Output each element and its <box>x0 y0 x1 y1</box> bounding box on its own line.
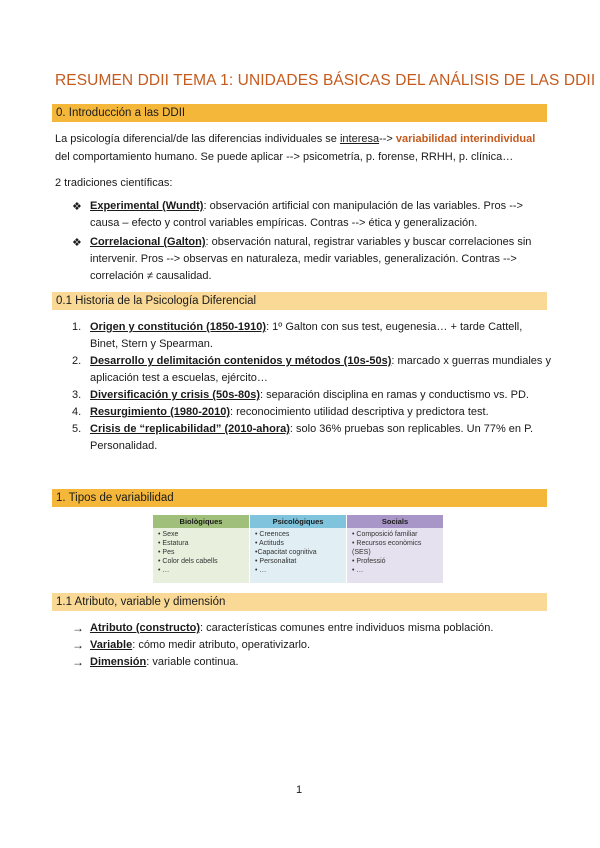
history-item-title: Resurgimiento (1980-2010) <box>90 406 230 418</box>
history-item-text: : reconocimiento utilidad descriptiva y predictora test. <box>230 406 489 418</box>
concept-text: : características comunes entre individuos misma población. <box>199 622 494 634</box>
variability-item: • … <box>158 567 170 574</box>
intro-paragraph-line1 <box>55 131 535 148</box>
history-item-text: : solo 36% pruebas son replicables. Un 77% en P. <box>289 423 534 435</box>
variability-table <box>153 515 443 583</box>
variability-header: Socials <box>347 515 443 528</box>
variability-cell <box>153 528 249 583</box>
variability-cell <box>250 528 346 583</box>
history-item-text: : marcado x guerras mundiales y <box>391 355 551 367</box>
tradition-correlacional-line3: correlación ≠ causalidad. <box>90 270 212 282</box>
variability-item: • … <box>352 567 364 574</box>
tradition-correlacional <box>90 234 531 251</box>
right-arrow-icon: → <box>72 621 84 635</box>
history-item-number: 3. <box>72 389 82 401</box>
history-item-line2: aplicación test a escuelas, ejército… <box>90 372 268 384</box>
variability-item: • … <box>255 567 267 574</box>
variability-item: • Personalitat <box>255 558 297 565</box>
variability-item: • Recursos econòmics <box>352 540 422 547</box>
tradition-correlacional-title: Correlacional (Galton) <box>90 236 206 248</box>
history-item-title: Origen y constitución (1850-1910) <box>90 321 267 333</box>
right-arrow-icon: → <box>72 655 84 669</box>
intro-accent-term: variabilidad interindividual <box>395 133 536 145</box>
history-item-number: 4. <box>72 406 82 418</box>
concept-title: Variable <box>90 639 133 651</box>
tradition-correlacional-line2: intervenir. Pros --> observas en naturaleza, medir variables, generalización. Contras --> <box>90 253 517 265</box>
intro-paragraph-line2: del comportamiento humano. Se puede aplicar --> psicometría, p. forense, RRHH, p. clínica… <box>55 151 514 163</box>
history-item-number: 2. <box>72 355 82 367</box>
variability-item: • Sexe <box>158 531 179 538</box>
history-item <box>90 353 551 370</box>
variability-item: •Capacitat cognitiva <box>255 549 317 556</box>
concept-item <box>90 654 239 671</box>
concept-item <box>90 620 493 637</box>
variability-cell <box>347 528 443 583</box>
history-item <box>90 404 489 421</box>
tradition-experimental-line2: causa – efecto y control variables empíricas. Contras --> ética y generalización. <box>90 217 478 229</box>
history-item-number: 1. <box>72 321 82 333</box>
intro-text: La psicología diferencial/de las diferencias individuales se <box>55 133 340 145</box>
page-number: 1 <box>296 784 303 796</box>
variability-item: (SES) <box>352 549 371 556</box>
variability-item: • Color dels cabells <box>158 558 218 565</box>
variability-item: • Creences <box>255 531 290 538</box>
concept-text: : cómo medir atributo, operativizarlo. <box>132 639 311 651</box>
concept-item <box>90 637 310 654</box>
diamond-bullet-icon: ❖ <box>72 237 82 249</box>
variability-item: • Pes <box>158 549 175 556</box>
variability-header: Biològiques <box>153 515 249 528</box>
tradition-experimental <box>90 198 523 215</box>
history-item-number: 5. <box>72 423 82 435</box>
variability-header: Psicològiques <box>250 515 346 528</box>
concept-title: Atributo (constructo) <box>90 622 200 634</box>
history-item <box>90 421 533 438</box>
history-item-title: Diversificación y crisis (50s-80s) <box>90 389 260 401</box>
history-item <box>90 319 522 336</box>
tradition-correlacional-text: : observación natural, registrar variables y buscar correlaciones sin <box>205 236 532 248</box>
history-item-title: Crisis de “replicabilidad” (2010-ahora) <box>90 423 290 435</box>
section-heading-atributo: 1.1 Atributo, variable y dimensión <box>52 593 547 611</box>
variability-column-biologiques <box>153 515 249 583</box>
variability-item: • Actituds <box>255 540 284 547</box>
history-item-text: : 1º Galton con sus test, eugenesia… + tarde Cattell, <box>266 321 523 333</box>
variability-item: • Composició familiar <box>352 531 418 538</box>
intro-underlined-word: interesa <box>339 133 380 145</box>
history-item <box>90 387 529 404</box>
right-arrow-icon: → <box>72 638 84 652</box>
variability-item: • Professió <box>352 558 386 565</box>
history-item-line2: Binet, Stern y Spearman. <box>90 338 213 350</box>
intro-arrow: --> <box>379 133 396 145</box>
variability-column-socials <box>346 515 443 583</box>
section-heading-historia: 0.1 Historia de la Psicología Diferencial <box>52 292 547 310</box>
tradition-experimental-title: Experimental (Wundt) <box>90 200 204 212</box>
tradition-experimental-text: : observación artificial con manipulación de las variables. Pros --> <box>203 200 523 212</box>
history-item-line2: Personalidad. <box>90 440 158 452</box>
intro-traditions-label: 2 tradiciones científicas: <box>55 177 173 189</box>
history-item-text: : separación disciplina en ramas y conductismo vs. PD. <box>259 389 529 401</box>
variability-column-psicologiques <box>249 515 346 583</box>
concept-text: : variable continua. <box>146 656 239 668</box>
variability-item: • Estatura <box>158 540 189 547</box>
concept-title: Dimensión <box>90 656 147 668</box>
document-title: RESUMEN DDII TEMA 1: UNIDADES BÁSICAS DEL ANÁLISIS DE LAS DDII <box>55 72 596 89</box>
section-heading-tipos: 1. Tipos de variabilidad <box>52 489 547 507</box>
history-item-title: Desarrollo y delimitación contenidos y métodos (10s-50s) <box>90 355 392 367</box>
section-heading-intro: 0. Introducción a las DDII <box>52 104 547 122</box>
diamond-bullet-icon: ❖ <box>72 201 82 213</box>
